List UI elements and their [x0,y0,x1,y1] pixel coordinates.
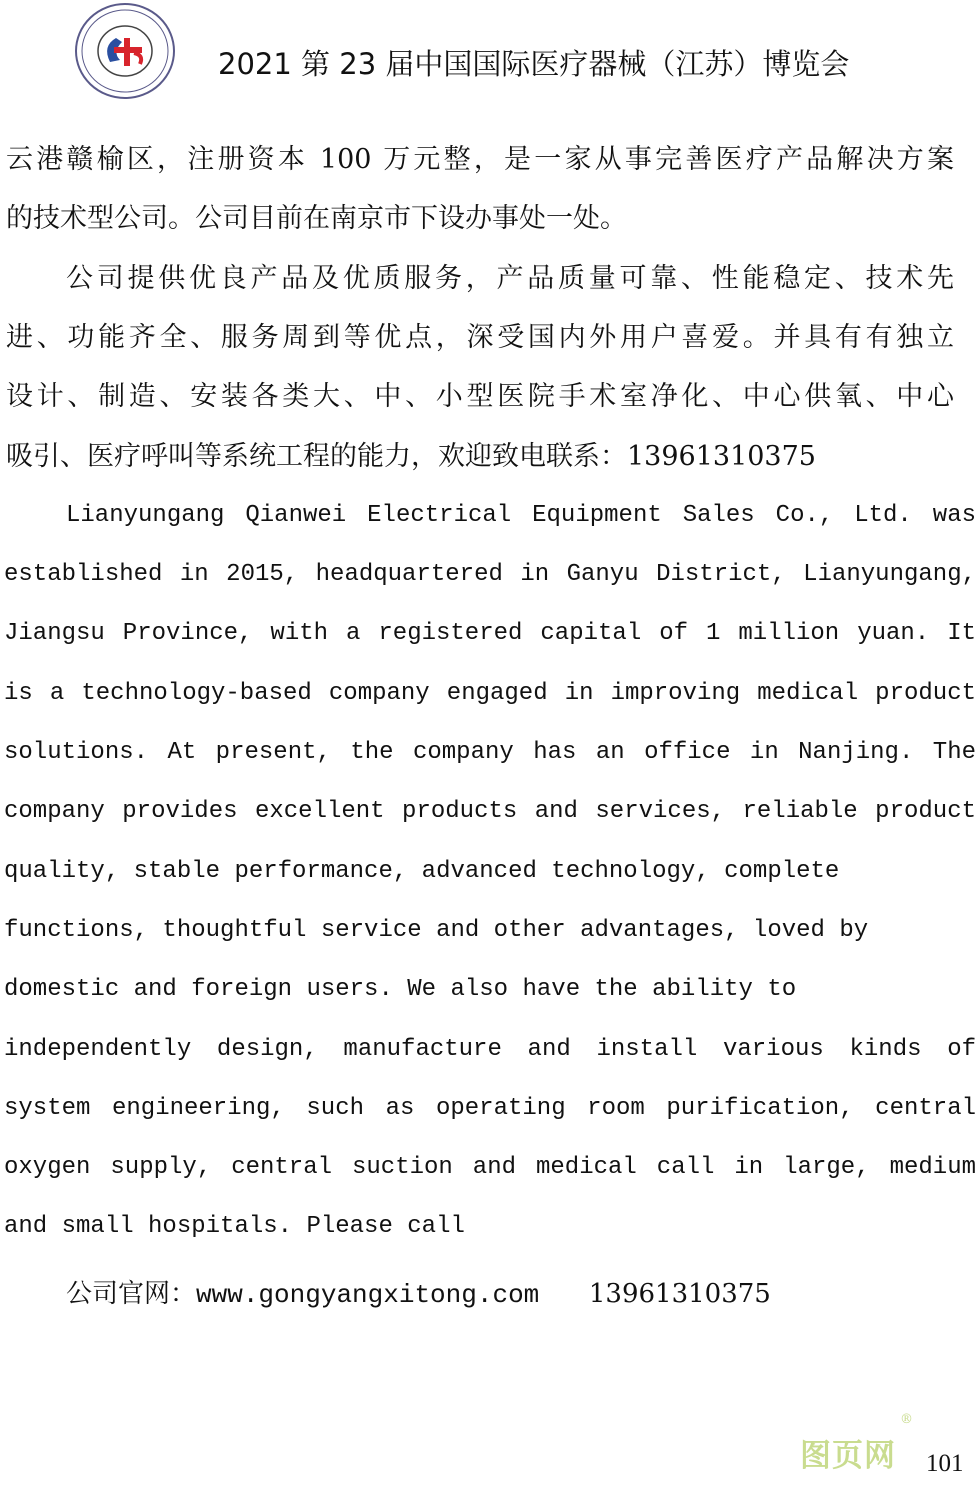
watermark: 图页网 [800,1438,896,1474]
body-text-line: 进、功能齐全、服务周到等优点，深受国内外用户喜爱。并具有有独立 [6,321,954,353]
website-label: 公司官网： [66,1279,197,1309]
header-title: 2021 第 23 届中国国际医疗器械（江苏）博览会 [218,47,850,81]
body-text-line: established in 2015, headquartered in Ganyu District, Lianyungang, [4,561,976,589]
body-text-line: and small hospitals. Please call [4,1213,465,1241]
body-text-line: Lianyungang Qianwei Electrical Equipment Sales Co., Ltd. was [66,501,976,529]
body-text-line: quality, stable performance, advanced technology, complete [4,857,840,885]
body-text-line: 吸引、医疗呼叫等系统工程的能力，欢迎致电联系：13961310375 [6,440,816,472]
body-text-line: Jiangsu Province, with a registered capital of 1 million yuan. It [4,620,976,648]
body-text-line: is a technology-based company engaged in improving medical product [4,679,976,707]
body-text-line: 的技术型公司。公司目前在南京市下设办事处一处。 [6,203,627,235]
body-text-line: functions, thoughtful service and other advantages, loved by [4,916,869,944]
contact-line [66,1273,771,1310]
body-text-line: company provides excellent products and services, reliable product [4,798,976,826]
website-link[interactable]: www.gongyangxitong.com [196,1280,540,1310]
body-text-line: 公司提供优良产品及优质服务，产品质量可靠、性能稳定、技术先 [66,262,954,294]
page-number: 101 [926,1450,964,1477]
body-text-line: domestic and foreign users. We also have the ability to [4,976,797,1004]
body-text-line: 设计、制造、安装各类大、中、小型医院手术室净化、中心供氧、中心 [6,381,954,413]
registered-mark: ® [900,1412,913,1427]
expo-logo [74,2,176,100]
phone-number: 13961310375 [588,1279,771,1309]
body-text-line: solutions. At present, the company has an office in Nanjing. The [4,739,976,766]
body-text-line: oxygen supply, central suction and medical call in large, medium [4,1154,976,1182]
body-text-line: independently design, manufacture and install various kinds of [4,1035,976,1063]
body-text-line: 云港赣榆区，注册资本 100 万元整，是一家从事完善医疗产品解决方案 [6,144,954,175]
body-text-line: system engineering, such as operating room purification, central [4,1094,976,1122]
